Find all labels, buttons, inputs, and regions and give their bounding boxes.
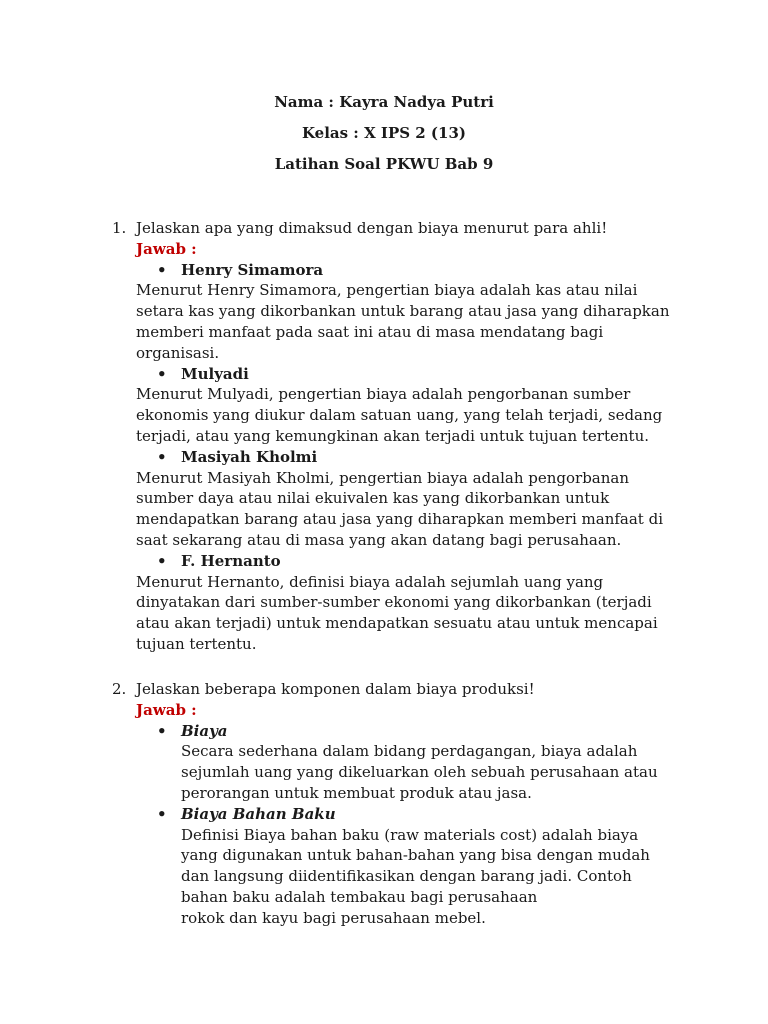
expert-definition [0, 384, 676, 446]
text-line: dinyatakan dari sumber-sumber ekonomi yang dikorbankan (terjadi [136, 593, 652, 612]
answer-label: Jawab : [136, 239, 197, 258]
question-text: Jelaskan apa yang dimaksud dengan biaya menurut para ahli! [136, 219, 608, 237]
text-line: memberi manfaat pada saat ini atau di masa mendatang bagi [136, 322, 604, 341]
worksheet-title: Latihan Soal PKWU Bab 9 [274, 155, 494, 173]
expert-heading: • F. Hernanto [0, 551, 768, 572]
text-line: Secara sederhana dalam bidang perdagangan, biaya adalah [181, 742, 638, 761]
student-class: Kelas : X IPS 2 (13) [301, 124, 467, 142]
question-2 [0, 679, 768, 929]
text-line: Menurut Hernanto, definisi biaya adalah sejumlah uang yang [136, 572, 604, 591]
component-heading: • Biaya [0, 721, 768, 742]
component-definition [0, 741, 701, 803]
student-name: Nama : Kayra Nadya Putri [274, 93, 494, 111]
text-line: Menurut Masiyah Kholmi, pengertian biaya adalah pengorbanan [136, 468, 630, 487]
text-line: rokok dan kayu bagi perusahaan mebel. [181, 908, 486, 927]
text-line: dan langsung diidentifikasikan dengan barang jadi. Contoh [181, 867, 632, 886]
text-line: Definisi Biaya bahan baku (raw materials cost) adalah biaya [181, 825, 639, 844]
text-line: Menurut Mulyadi, pengertian biaya adalah pengorbanan sumber [136, 385, 631, 404]
text-line: bahan baku adalah tembakau bagi perusahaan [181, 887, 538, 906]
expert-definition [0, 280, 676, 363]
answer-label: Jawab : [136, 700, 197, 719]
text-line: yang digunakan untuk bahan-bahan yang bisa dengan mudah [181, 846, 650, 865]
expert-heading: • Henry Simamora [0, 260, 768, 281]
text-line: tujuan tertentu. [136, 634, 257, 653]
question-2-prompt [0, 679, 768, 700]
text-line: ekonomis yang diukur dalam satuan uang, yang telah terjadi, sedang [136, 406, 663, 425]
text-line: saat sekarang atau di masa yang akan datang bagi perusahaan. [136, 530, 622, 549]
question-text: Jelaskan beberapa komponen dalam biaya produksi! [136, 680, 535, 698]
text-line: mendapatkan barang atau jasa yang diharapkan memberi manfaat di [136, 510, 663, 529]
text-line: sumber daya atau nilai ekuivalen kas yang dikorbankan untuk [136, 489, 610, 508]
component-heading: • Biaya Bahan Baku [0, 804, 768, 825]
question-number: 1. [112, 219, 127, 237]
text-line: terjadi, atau yang kemungkinan akan terjadi untuk tujuan tertentu. [136, 426, 650, 445]
text-line: Menurut Henry Simamora, pengertian biaya adalah kas atau nilai [136, 281, 638, 300]
text-line: atau akan terjadi) untuk mendapatkan sesuatu atau untuk mencapai [136, 614, 658, 633]
expert-definition [0, 468, 676, 551]
expert-heading: • Masiyah Kholmi [0, 447, 768, 468]
expert-definition [0, 572, 676, 655]
text-line: setara kas yang dikorbankan untuk barang atau jasa yang diharapkan [136, 302, 670, 321]
question-1-prompt [0, 218, 768, 239]
question-number: 2. [112, 680, 127, 698]
component-definition [0, 825, 701, 929]
text-line: organisasi. [136, 343, 220, 362]
expert-heading: • Mulyadi [0, 364, 768, 385]
text-line: sejumlah uang yang dikeluarkan oleh sebuah perusahaan atau [181, 763, 658, 782]
text-line: perorangan untuk membuat produk atau jasa. [181, 783, 532, 802]
question-1 [0, 218, 768, 655]
